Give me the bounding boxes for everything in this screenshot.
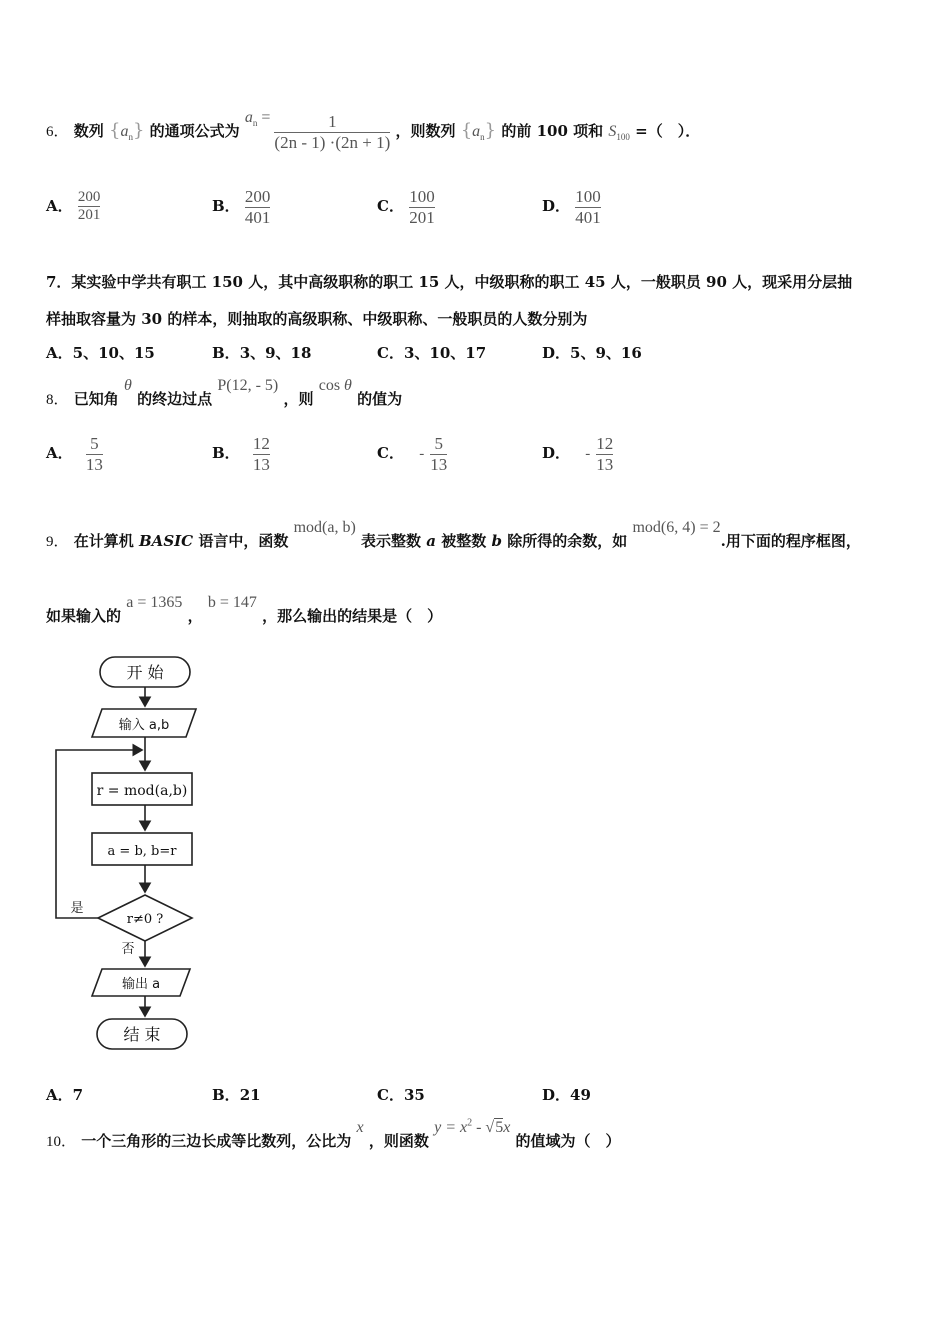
math-cos-theta: cos θ: [318, 377, 352, 394]
end-label: 结 束: [123, 1025, 161, 1044]
flowchart: [50, 652, 210, 1056]
no-label: 否: [121, 942, 135, 957]
math-a-value: a = 1365: [126, 594, 183, 611]
question-text: ，则数列: [395, 122, 456, 141]
question-number: 8．: [46, 392, 69, 408]
math-an: $a_n$: [120, 123, 133, 143]
question-text: 已知角: [73, 390, 119, 408]
question-text: ，则: [283, 390, 314, 408]
q6-option-b[interactable]: B． $\frac{200}{401}$: [212, 187, 271, 227]
assign-ab-label: a = b, b=r: [107, 844, 177, 859]
q6-option-a[interactable]: A． $\frac{200}{201}$: [46, 189, 101, 224]
minus-sign: -: [419, 446, 425, 463]
math-fraction: $\frac{1}{(2n - 1) \cdot(2n + 1)}$: [274, 112, 391, 152]
number-text: 100: [536, 122, 568, 141]
q7-option-a[interactable]: A．5、10、15: [46, 344, 155, 362]
question-7-line-1: 7．某实验中学共有职工 150 人，其中高级职称的职工 15 人，中级职称的职工 45 人，一般职员 90 人，现采用分层抽: [46, 273, 853, 291]
question-7-line-2: 样抽取容量为 30 的样本，则抽取的高级职称、中级职称、一般职员的人数分别为: [46, 310, 588, 328]
math-formula-lhs: $a_n$ =: [244, 109, 271, 129]
q8-option-b[interactable]: B． $\frac{12}{13}$: [212, 434, 270, 474]
question-10: 10． 一个三角形的三边长成等比数列，公比为 x ，则函数 $y = x^2 - √5x$ 的值域为（ ）: [46, 1117, 621, 1150]
input-label: 输入 a,b: [118, 718, 170, 733]
math-mod-example: mod(6, 4) = 2: [632, 519, 721, 536]
basic-keyword: BASIC: [139, 532, 194, 550]
question-text: 数列: [73, 122, 104, 141]
q7-option-b[interactable]: B．3、9、18: [212, 344, 312, 362]
q9-option-c[interactable]: C．35: [377, 1086, 425, 1104]
q8-option-a[interactable]: A． $\frac{5}{13}$: [46, 434, 103, 474]
q9-option-a[interactable]: A．7: [46, 1086, 84, 1104]
condition-label: r≠0 ?: [126, 912, 164, 927]
question-text: =（ ）．: [635, 122, 701, 141]
q7-option-c[interactable]: C．3、10、17: [377, 344, 487, 362]
math-b-value: b = 147: [207, 594, 257, 611]
question-9-line-2: 如果输入的 a = 1365 ， b = 147 ，那么输出的结果是（ ）: [46, 594, 443, 625]
question-number: 6．: [46, 124, 69, 141]
question-text: 的值为: [357, 390, 403, 408]
math-x: x: [356, 1119, 364, 1136]
q8-option-c[interactable]: C． - $\frac{5}{13}$: [377, 434, 448, 474]
q8-option-d[interactable]: D． - $\frac{12}{13}$: [542, 434, 614, 474]
math-point: P(12, - 5): [217, 377, 279, 394]
minus-sign: -: [585, 446, 591, 463]
var-b: b: [491, 532, 502, 550]
question-8: [46, 377, 403, 409]
q7-option-d[interactable]: D．5、9、16: [542, 344, 642, 362]
math-s100: $S_{100}$: [608, 123, 630, 143]
question-text: 的前: [501, 122, 532, 141]
start-label: 开 始: [126, 663, 164, 682]
output-label: 输出 a: [121, 977, 161, 992]
assign-r-label: r = mod(a,b): [96, 783, 188, 799]
math-mod-ab: mod(a, b): [293, 519, 356, 536]
question-number: 10．: [46, 1134, 77, 1150]
math-theta: θ: [124, 377, 132, 394]
q6-option-c[interactable]: C． $\frac{100}{201}$: [377, 187, 435, 227]
q9-option-d[interactable]: D．49: [542, 1086, 591, 1104]
q9-option-b[interactable]: B．21: [212, 1086, 261, 1104]
var-a: a: [426, 532, 437, 550]
question-number: 9．: [46, 534, 69, 550]
question-text: 项和: [573, 122, 604, 141]
math-an: $a_n$: [472, 123, 485, 143]
question-text: 的终边过点: [137, 390, 213, 408]
question-9-line-1: 9． 在计算机 BASIC 语言中，函数 mod(a, b) 表示整数 a 被整数 b 除所得的余数，如 mod(6, 4) = 2.用下面的程序框图，: [46, 519, 861, 550]
question-text: 的通项公式为: [149, 122, 240, 141]
yes-label: 是: [70, 901, 84, 916]
q6-option-d[interactable]: D． $\frac{100}{401}$: [542, 187, 601, 227]
math-function: $y = x^2 - √5x$: [434, 1117, 511, 1136]
question-6: 6． 数列 $\{a_n\}$ 的通项公式为 $a_n$ = $\frac{1}{(2n - 1) \cdot(2n + 1)}$ ，则数列 $\{a_n\}$ 的前 100 项和 $S_{100}$ =（ ）．: [46, 109, 701, 152]
